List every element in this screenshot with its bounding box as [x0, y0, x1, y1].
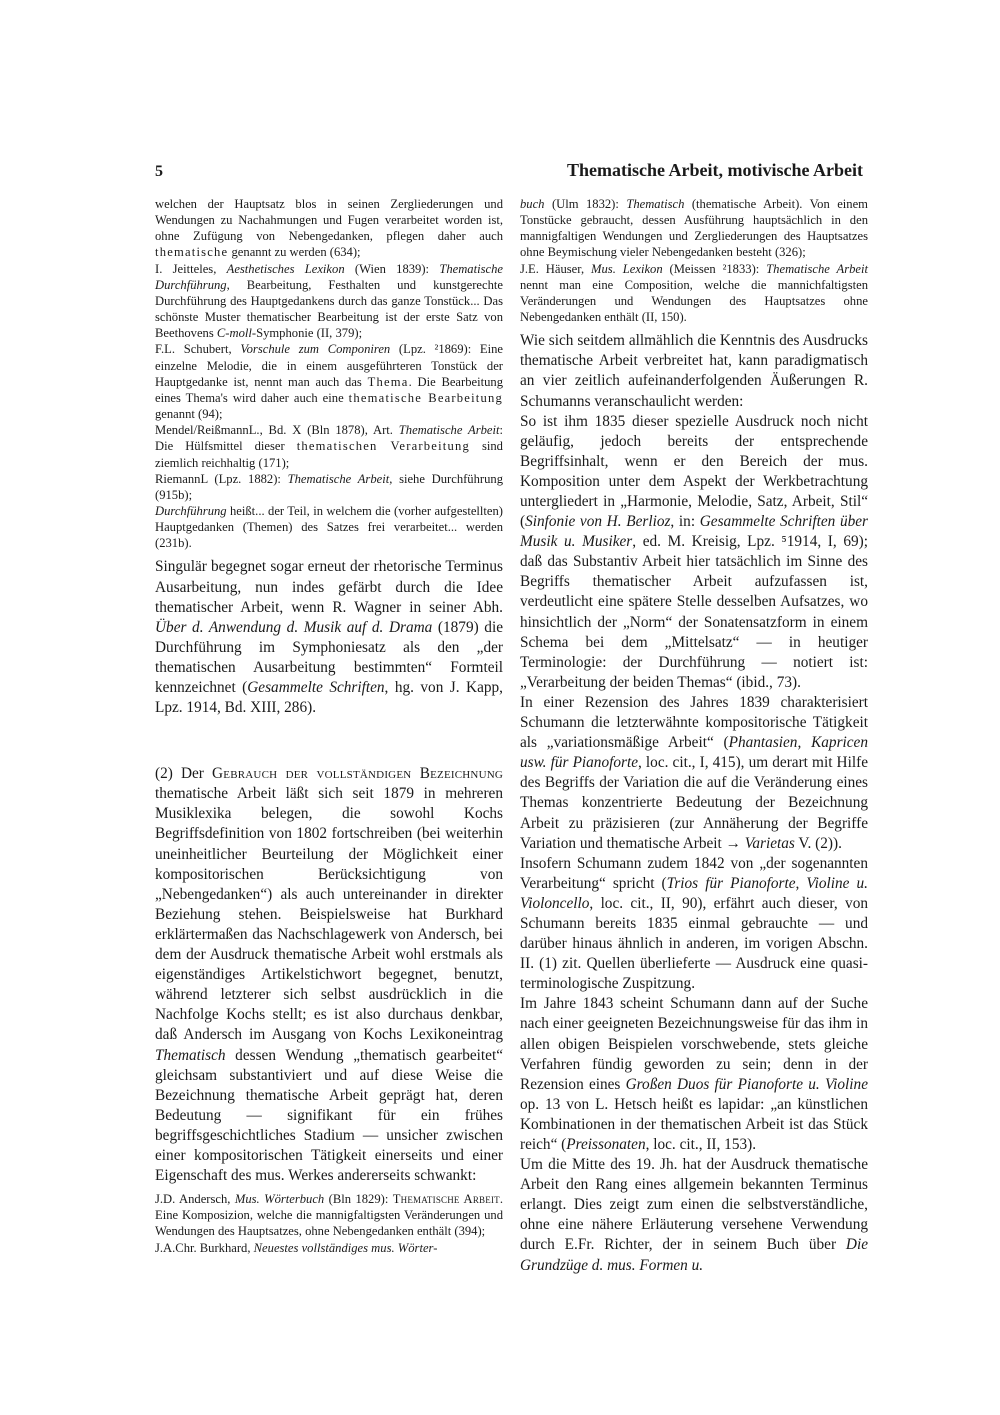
quote-haeuser: J.E. Häuser, Mus. Lexikon (Meissen ²1833): Thematische Arbeit nennt man eine Composition, welche die mannichfaltigsten Veränderungen und Wendungen des Hauptsatzes ohne Nebengedanken enthält (II, 150).: [520, 261, 868, 325]
quote-schubert: F.L. Schubert, Vorschule zum Componiren (Lpz. ²1869): Eine einzelne Melodie, die in einem ausgeführteren Tonstück der Hauptgedanke ist, nennt man auch das Thema. Die Bearbeitung eines Thema's wird daher auch eine thematische Bearbeitung genannt (94);: [155, 342, 504, 422]
quote-burkhard-start: J.A.Chr. Burkhard, Neuestes vollständiges mus. Wörter-: [155, 1240, 438, 1255]
paragraph-schumann-1843: Im Jahre 1843 scheint Schumann dann auf der Suche nach einer geeigneten Bezeichnungsweise für das ihm in allen obigen Beispielen vorschwebende, stets gleiche Verfahren fündig geworden zu sein; denn in der Rezension eines Großen Duos für Pianoforte u. Violine op. 13 von L. Hetsch heißt es lapidar: „an künstlichen Kombinationen in der thematischen Arbeit ist das Stück reich“ (Preissonaten, loc. cit., II, 153).: [520, 995, 868, 1153]
quote-koch-continuation: welchen der Hauptsatz blos in seinen Zergliederungen und Wendungen zu Nachahmungen und Fugen verarbeitet worden ist, ohne Zufügung von Nebengedanken, pflegen daher auch thematische genannt zu werden (634);: [155, 197, 503, 260]
quote-burkhard-continuation: buch (Ulm 1832): Thematisch (thematische Arbeit). Von einem Tonstücke gebraucht, dessen Ausführung hauptsächlich in den mannigfaltigen Wendungen und Zergliederungen des Hauptsatzes ohne Beymischung vieler Nebengedanken besteht (326);: [520, 197, 868, 260]
section-2-paragraph: (2) Der Gebrauch der vollständigen Bezeichnung thematische Arbeit läßt sich seit 1879 in mehreren Musiklexika belegen, die sowohl Kochs Begriffsdefinition von 1802 fortschreiben (bei weiterhin uneinheitlicher Beurteilung der Möglichkeit einer kompositorischen Berücksichtigung von „Nebengedanken“) als auch untereinander in direkter Beziehung stehen. Beispielsweise hat Burkhard erklärtermaßen das Nachschlagewerk von Andersch, bei dem der Ausdruck thematische Arbeit wohl erstmals als eigenständiges Artikelstichwort begegnet, benutzt, während letzterer sich selbst ausdrücklich in die Nachfolge Kochs stellt; es ist also durchaus denkbar, daß Andersch im Ausgang von Kochs Lexikoneintrag Thematisch dessen Wendung „thematisch gearbeitet“ gleichsam substantiviert und auf diese Weise die Bezeichnung thematische Arbeit geprägt hat, deren Bedeutung — signifikant für ein frühes begriffsgeschichtliches Stadium — unsicher zwischen einer kompositorischen Tätigkeit einerseits und einer Eigenschaft des mus. Werkes andererseits schwankt:: [155, 765, 504, 1185]
quote-jeitteles: I. Jeitteles, Aesthetisches Lexikon (Wien 1839): Thematische Durchführung, Bearbeitung, Festhalten und kunstgerechte Durchführung des Hauptgedankens durch das ganze Tonstück... Das schönste Muster thematischer Bearbeitung ist der erste Satz von Beethovens C-moll-Symphonie (II, 379);: [155, 261, 503, 341]
quote-riemann: RiemannL (Lpz. 1882): Thematische Arbeit, siehe Durchführung (915b);: [155, 471, 503, 502]
paragraph-mid-19th-century: Um die Mitte des 19. Jh. hat der Ausdruck thematische Arbeit den Rang eines allgemein bekannten Terminus erlangt. Dies zeigt zum einen die selbstverständliche, ohne eine nähere Erläuterung versehene Verwendung durch E.Fr. Richter, der in seinem Buch über Die Grundzüge d. mus. Formen u.: [520, 1156, 868, 1274]
paragraph-schumann-1839: In einer Rezension des Jahres 1839 charakterisiert Schumann die letzterwähnte kompositorische Tätigkeit als „variationsmäßige Arbeit“ (Phantasien, Kapricen usw. für Pianoforte, loc. cit., I, 415), um derart mit Hilfe des Begriffs der Variation die auf die Veränderung eines Themas konzentrierte Bedeutung der Bezeichnung Arbeit zu präzisieren (zur Annäherung der Begriffe Variation und thematische Arbeit → Varietas V. (2)).: [520, 693, 868, 852]
quote-andersch: J.D. Andersch, Mus. Wörterbuch (Bln 1829): Thematische Arbeit. Eine Komposizion, welche die mannigfaltigsten Veränderungen und Wendungen des Hauptsatzes, ohne Nebengedanken enthält (394);: [155, 1192, 503, 1239]
quote-mendel-reissmann: Mendel/ReißmannL., Bd. X (Bln 1878), Art. Thematische Arbeit: Die Hülfsmittel dieser thematischen Verarbeitung sind ziemlich reichhaltig (171);: [155, 423, 503, 470]
right-column: [520, 196, 868, 1276]
running-title: Thematische Arbeit, motivische Arbeit: [567, 160, 863, 180]
paragraph-schumann-intro: Wie sich seitdem allmählich die Kenntnis des Ausdrucks thematische Arbeit verbreitet hat, kann paradigmatisch an vier zeitlich aufeinanderfolgenden Äußerungen R. Schumanns veranschaulicht werden:: [520, 332, 868, 410]
quote-durchfuehrung: Durchführung heißt... der Teil, in welchem die (vorher aufgestellten) Hauptgedanken (Themen) des Satzes frei verarbeitet... werden (231b).: [155, 503, 503, 551]
paragraph-wagner: Singulär begegnet sogar erneut der rhetorische Terminus Ausarbeitung, nun indes gefärbt durch die Idee thematischer Arbeit, wenn R. Wagner in seiner Abh. Über d. Anwendung d. Musik auf d. Drama (1879) die Durchführung im Symphoniesatz als den „der thematischen Ausarbeitung bestimmten“ Formteil kennzeichnet (Gesammelte Schriften, hg. von J. Kapp, Lpz. 1914, Bd. XIII, 286).: [155, 558, 503, 717]
left-column: [155, 196, 503, 1256]
paragraph-schumann-1835: So ist ihm 1835 dieser spezielle Ausdruck noch nicht geläufig, jedoch bereits der entsprechende Begriffsinhalt, wenn er den Bereich der mus. Komposition unter dem Aspekt der Werkbetrachtung untergliedert in „Harmonie, Melodie, Satz, Arbeit, Stil“ (Sinfonie von H. Berlioz, in: Gesammelte Schriften über Musik u. Musiker, ed. M. Kreisig, Lpz. ⁵1914, I, 69); daß das Substantiv Arbeit hier tatsächlich im Sinne des Begriffs thematischer Arbeit aufzufassen ist, verdeutlicht eine spätere Stelle desselben Aufsatzes, wo hinsichtlich der „Norm“ der Sonatensatzform in einem Schema bei dem „Mittelsatz“ — in heutiger Terminologie: der Durchführung — notiert ist: „Verarbeitung der beiden Themas“ (ibid., 73).: [520, 412, 868, 691]
paragraph-schumann-1842: Insofern Schumann zudem 1842 von „der sogenannten Verarbeitung“ spricht (Trios für Pianoforte, Violine u. Violoncello, loc. cit., II, 90), erfährt auch dieser, von Schumann bereits 1835 einmal gebrauchte — und darüber hinaus ähnlich in anderen, im vorigen Abschn. II. (1) zit. Quellen überlieferte — Ausdruck eine quasi-terminologische Zuspitzung.: [520, 854, 869, 993]
page-number: 5: [155, 163, 163, 180]
